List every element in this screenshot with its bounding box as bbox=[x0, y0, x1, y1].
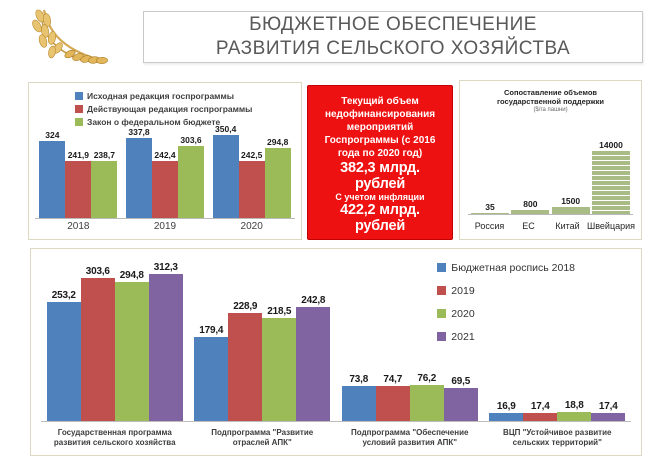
bar-value-label: 294,8 bbox=[119, 270, 144, 282]
bar-with-label bbox=[213, 124, 239, 218]
bar-value-label: 218,5 bbox=[267, 306, 292, 318]
bar-with-label bbox=[239, 150, 265, 218]
category-label: Подпрограмма "Обеспечение условий развития АПК" bbox=[351, 428, 469, 447]
bar-with-label bbox=[149, 262, 183, 421]
bar-value-label: 242,4 bbox=[154, 149, 176, 160]
bar-value-label: 242,8 bbox=[301, 294, 326, 306]
bar-with-label bbox=[376, 374, 410, 421]
bar-with-label bbox=[39, 130, 65, 218]
bar-value-label: 1500 bbox=[561, 196, 581, 207]
legend-item-label: 2020 bbox=[451, 307, 475, 320]
bar-with-label bbox=[262, 306, 296, 421]
bar bbox=[47, 302, 81, 421]
bar-value-label: 35 bbox=[485, 202, 495, 212]
bar-value-label: 18,8 bbox=[564, 400, 584, 412]
legend-item-label: 2021 bbox=[451, 330, 475, 343]
underfunding-infobox bbox=[307, 85, 453, 240]
bar-with-label bbox=[65, 150, 91, 218]
bar-with-label bbox=[115, 270, 149, 421]
bar-group bbox=[41, 259, 189, 421]
legend-item-label: Бюджетная роспись 2018 bbox=[451, 261, 575, 274]
bar-value-label: 800 bbox=[523, 199, 538, 210]
bar-with-label bbox=[194, 325, 228, 421]
category-label: Государственная программа развития сельского хозяйства bbox=[53, 428, 176, 447]
page-title-line2: РАЗВИТИЯ СЕЛЬСКОГО ХОЗЯЙСТВА bbox=[215, 38, 571, 59]
bar bbox=[152, 161, 178, 218]
bar-with-label bbox=[81, 266, 115, 421]
bar-value-label: 74,7 bbox=[383, 373, 403, 385]
bar-with-label bbox=[410, 373, 444, 421]
bar-with-label bbox=[470, 202, 510, 214]
bar-with-label bbox=[152, 150, 178, 218]
bar-value-label: 337,8 bbox=[128, 127, 150, 137]
bar-group bbox=[208, 123, 295, 218]
bar bbox=[376, 386, 410, 421]
bar-with-label bbox=[265, 137, 291, 218]
bar bbox=[265, 148, 291, 218]
legend-swatch-icon bbox=[75, 92, 83, 100]
bar-with-label bbox=[523, 401, 557, 421]
title-box bbox=[143, 11, 643, 63]
bar-value-label: 303,6 bbox=[180, 135, 202, 146]
wheat-ears-icon bbox=[22, 4, 126, 68]
bar-with-label bbox=[342, 374, 376, 421]
bar bbox=[262, 318, 296, 421]
legend-swatch-icon bbox=[75, 105, 83, 113]
bar-with-label bbox=[591, 401, 625, 421]
bar-value-label: 324 bbox=[45, 130, 60, 141]
legend-item bbox=[75, 102, 301, 115]
bar bbox=[489, 413, 523, 421]
bar-value-label: 242,5 bbox=[241, 149, 263, 160]
chart-plot-area bbox=[35, 123, 295, 219]
bar-group bbox=[189, 259, 337, 421]
category-label: Подпрограмма "Развитие отраслей АПК" bbox=[211, 428, 314, 447]
bar-value-label: 350,4 bbox=[215, 124, 237, 135]
bar-with-label bbox=[489, 401, 523, 421]
bar bbox=[126, 138, 152, 218]
gosprogram-editions-chart-panel bbox=[28, 82, 302, 240]
category-label: Россия bbox=[474, 221, 505, 231]
bar-value-label: 312,3 bbox=[153, 262, 178, 274]
bar bbox=[591, 413, 625, 421]
legend-item-label: Действующая редакция госпрограммы bbox=[87, 103, 253, 114]
category-label: Швейцария bbox=[587, 221, 636, 231]
bar bbox=[178, 146, 204, 218]
bar-group bbox=[122, 123, 209, 218]
category-label: ВЦП "Устойчивое развитие сельских территорий" bbox=[503, 428, 612, 447]
infobox-description: Текущий объем недофинансирования мероприятий Госпрограммы (с 2016 года по 2020 год) bbox=[324, 96, 436, 159]
bar-value-label: 14000 bbox=[599, 139, 623, 150]
chart-category-axis bbox=[41, 426, 631, 452]
bar-group bbox=[336, 259, 484, 421]
category-label: 2018 bbox=[67, 221, 90, 232]
bar bbox=[115, 282, 149, 421]
bar-with-label bbox=[228, 301, 262, 421]
bar bbox=[81, 278, 115, 421]
bar bbox=[213, 135, 239, 218]
bar-value-label: 238,7 bbox=[93, 150, 115, 161]
bar bbox=[511, 210, 549, 214]
bar bbox=[592, 151, 630, 214]
bar bbox=[39, 141, 65, 218]
category-label: Китай bbox=[555, 221, 580, 231]
bar-value-label: 179,4 bbox=[199, 324, 224, 336]
bar-value-label: 253,2 bbox=[51, 289, 76, 301]
legend-item-label: Закон о федеральном бюджете bbox=[87, 116, 221, 127]
bar-with-label bbox=[91, 150, 117, 218]
bar-with-label bbox=[551, 196, 591, 214]
bar bbox=[228, 313, 262, 421]
category-label: 2019 bbox=[153, 221, 177, 232]
bar bbox=[557, 412, 591, 421]
bar bbox=[471, 213, 509, 214]
bar bbox=[296, 307, 330, 421]
page-title-line1: БЮДЖЕТНОЕ ОБЕСПЕЧЕНИЕ bbox=[249, 14, 537, 35]
bar-value-label: 294,8 bbox=[267, 137, 289, 148]
bar-with-label bbox=[557, 400, 591, 421]
legend-item bbox=[75, 89, 301, 102]
bar-value-label: 69,5 bbox=[451, 376, 471, 388]
category-label: 2020 bbox=[240, 221, 263, 232]
bar bbox=[239, 161, 265, 218]
bar-value-label: 241,9 bbox=[67, 149, 89, 160]
bar-with-label bbox=[591, 140, 631, 214]
bar-with-label bbox=[444, 376, 478, 421]
infobox-amount-inflated: 422,2 млрд. рублей bbox=[340, 202, 420, 234]
infobox-inflation-note: С учетом инфляции bbox=[335, 192, 425, 202]
bar-with-label bbox=[510, 199, 550, 214]
chart-legend bbox=[29, 83, 301, 128]
bar-with-label bbox=[126, 127, 152, 218]
bar-value-label: 303,6 bbox=[85, 266, 110, 278]
state-support-chart-panel bbox=[459, 80, 642, 240]
bar-value-label: 76,2 bbox=[417, 373, 437, 385]
chart-subtitle: ($/га пашни) bbox=[533, 107, 568, 113]
bar bbox=[444, 388, 478, 421]
bar bbox=[410, 385, 444, 421]
legend-item-label: 2019 bbox=[451, 284, 475, 297]
chart-plot-area bbox=[468, 139, 633, 215]
category-label: ЕС bbox=[522, 221, 535, 231]
bar bbox=[149, 274, 183, 421]
bar-with-label bbox=[296, 295, 330, 421]
bar bbox=[65, 161, 91, 218]
bar-value-label: 16,9 bbox=[496, 401, 516, 413]
bar-group bbox=[484, 259, 632, 421]
bar-value-label: 17,4 bbox=[530, 400, 550, 412]
chart-title: Сопоставление объемов государственной поддержки bbox=[497, 88, 604, 106]
bar-value-label: 228,9 bbox=[233, 301, 258, 313]
bar bbox=[523, 413, 557, 421]
bar-with-label bbox=[178, 135, 204, 218]
infobox-amount-nominal: 382,3 млрд. рублей bbox=[340, 160, 420, 192]
bar-with-label bbox=[47, 290, 81, 421]
chart-category-axis bbox=[35, 221, 295, 237]
bar bbox=[91, 161, 117, 218]
bar bbox=[552, 207, 590, 214]
bar-group bbox=[35, 123, 122, 218]
chart-category-axis bbox=[468, 221, 636, 235]
bar bbox=[194, 337, 228, 421]
bar-value-label: 73,8 bbox=[349, 374, 369, 386]
bar-value-label: 17,4 bbox=[598, 400, 618, 412]
bar bbox=[342, 386, 376, 421]
chart-plot-area bbox=[41, 259, 631, 422]
legend-item-label: Исходная редакция госпрограммы bbox=[87, 90, 235, 101]
budget-rospis-chart-panel bbox=[30, 248, 642, 456]
